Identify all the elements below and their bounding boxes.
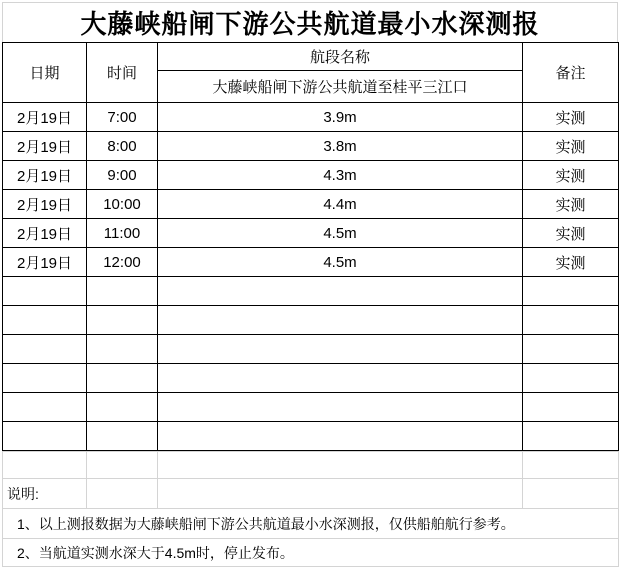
remark-cell: 实测: [523, 161, 619, 190]
time-cell: 7:00: [87, 103, 158, 132]
depth-cell: 4.5m: [158, 219, 523, 248]
depth-table: [2, 42, 619, 451]
date-cell: 2月19日: [3, 248, 87, 277]
depth-cell: 4.4m: [158, 190, 523, 219]
date-cell: 2月19日: [3, 103, 87, 132]
note-line-1: 1、以上测报数据为大藤峡船闸下游公共航道最小水深测报，仅供船舶航行参考。: [3, 509, 619, 539]
note-row: [3, 539, 619, 567]
empty-row: [3, 364, 619, 393]
table-row: [3, 161, 619, 190]
time-cell: 11:00: [87, 219, 158, 248]
time-cell: 12:00: [87, 248, 158, 277]
depth-cell: 4.5m: [158, 248, 523, 277]
date-cell: 2月19日: [3, 219, 87, 248]
report-title: 大藤峡船闸下游公共航道最小水深测报: [2, 2, 618, 42]
time-cell: 10:00: [87, 190, 158, 219]
notes-label-row: [3, 479, 619, 509]
col-header-time: 时间: [87, 43, 158, 103]
depth-cell: 3.9m: [158, 103, 523, 132]
table-row: [3, 219, 619, 248]
remark-cell: 实测: [523, 248, 619, 277]
empty-row: [3, 422, 619, 451]
remark-cell: 实测: [523, 219, 619, 248]
note-row: [3, 509, 619, 539]
empty-row: [3, 393, 619, 422]
table-row: [3, 132, 619, 161]
depth-cell: 3.8m: [158, 132, 523, 161]
date-cell: 2月19日: [3, 161, 87, 190]
depth-cell: 4.3m: [158, 161, 523, 190]
notes-label: 说明:: [3, 479, 87, 509]
col-header-remark: 备注: [523, 43, 619, 103]
table-row: [3, 248, 619, 277]
date-cell: 2月19日: [3, 190, 87, 219]
empty-row: [3, 277, 619, 306]
col-header-date: 日期: [3, 43, 87, 103]
notes-section: [2, 451, 619, 567]
col-header-segment: 航段名称: [158, 43, 523, 71]
table-row: [3, 190, 619, 219]
time-cell: 9:00: [87, 161, 158, 190]
header-row-1: [3, 43, 619, 71]
note-line-2: 2、当航道实测水深大于4.5m时，停止发布。: [3, 539, 619, 567]
col-subheader-segment: 大藤峡船闸下游公共航道至桂平三江口: [158, 71, 523, 103]
remark-cell: 实测: [523, 103, 619, 132]
time-cell: 8:00: [87, 132, 158, 161]
empty-gray-row: [3, 452, 619, 479]
remark-cell: 实测: [523, 132, 619, 161]
table-row: [3, 103, 619, 132]
empty-row: [3, 306, 619, 335]
empty-row: [3, 335, 619, 364]
date-cell: 2月19日: [3, 132, 87, 161]
remark-cell: 实测: [523, 190, 619, 219]
